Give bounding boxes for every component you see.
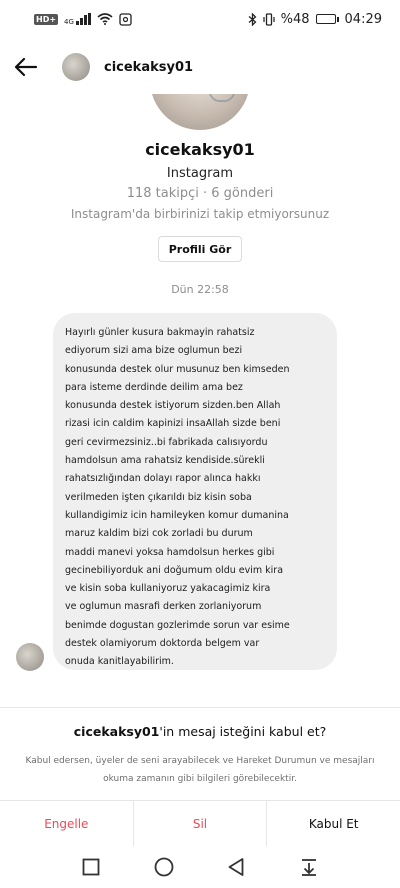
profile-stats: 118 takipçi · 6 gönderi: [126, 186, 274, 201]
chat-header: [0, 40, 400, 94]
wifi-icon: [97, 13, 113, 25]
request-title-suffix: 'in mesaj isteğini kabul et?: [159, 724, 327, 739]
triangle-back-icon: [227, 857, 245, 877]
notifications-button[interactable]: [297, 855, 321, 879]
message-bubble[interactable]: [53, 313, 337, 670]
request-title: [0, 724, 400, 739]
message-timestamp: Dün 22:58: [171, 283, 229, 296]
network-type-label: 4G: [64, 18, 74, 26]
view-profile-button[interactable]: Profili Gör: [158, 236, 242, 262]
status-left: [34, 13, 132, 26]
system-navbar: [0, 846, 400, 888]
request-username: cicekaksy01: [73, 724, 160, 739]
back-button[interactable]: [0, 57, 52, 77]
pull-down-icon: [300, 858, 318, 876]
profile-name: cicekaksy01: [145, 140, 255, 159]
circle-icon: [154, 857, 174, 877]
square-icon: [82, 858, 100, 876]
battery-icon: [316, 14, 339, 24]
nfc-icon: [119, 13, 132, 26]
status-bar: [0, 0, 400, 38]
status-right: [248, 12, 382, 27]
follow-status: Instagram'da birbirinizi takip etmiyorsunuz: [70, 207, 330, 221]
delete-button[interactable]: Sil: [134, 801, 268, 846]
battery-percent: %48: [280, 11, 310, 27]
sender-avatar[interactable]: [16, 643, 44, 671]
recents-button[interactable]: [79, 855, 103, 879]
clock: 04:29: [344, 11, 382, 27]
vibrate-icon: [263, 13, 275, 26]
bluetooth-icon: [248, 13, 257, 26]
profile-platform: Instagram: [166, 166, 234, 181]
request-actions: [0, 800, 400, 846]
accept-button[interactable]: Kabul Et: [267, 801, 400, 846]
signal-icon: [76, 13, 91, 25]
divider: [0, 707, 400, 708]
arrow-left-icon: [14, 57, 38, 77]
header-avatar[interactable]: [62, 53, 90, 81]
block-button[interactable]: Engelle: [0, 801, 134, 846]
header-username[interactable]: cicekaksy01: [104, 59, 194, 75]
message-text: Hayırlı günler kusura bakmayin rahatsiz ediyorum sizi ama bize oglumun bezi konusunda destek olur musunuz ben kimseden para isteme derdinde deilim ama bez konusunda destek istiyorum sizden.ben Allah rizasi icin caldim kapinizi insaAllah sizde beni geri cevirmezsiniz..bi fabrikada calısıyordu hamdolsun ama rahatsiz kendiside.sürekli rahatsızlığından dolayı rapor alınca hakkı verilmeden işten çıkarıldı biz kisin soba kullandigimiz icin hamileyken komur dumanina maruz kaldim bizi cok zorladi bu durum maddi manevi yoksa hamdolsun herkes gibi gecinebiliyorduk ani doğumum oldu evim kira ve kisin soba kullaniyoruz yakacagimiz kira ve oglumun masrafi derken zorlaniyorum benimde dogustan gozlerimde sorun var esime destek olamiyorum doktorda belgem var onuda kanitlayabilirim.: [65, 327, 290, 668]
request-description: Kabul edersen, üyeler de seni arayabilecek ve Hareket Durumun ve mesajları okuma zamanın gibi bilgileri görebilecektir.: [25, 756, 375, 784]
hd-indicator: HD+: [36, 14, 57, 24]
system-back-button[interactable]: [224, 855, 248, 879]
home-button[interactable]: [152, 855, 176, 879]
